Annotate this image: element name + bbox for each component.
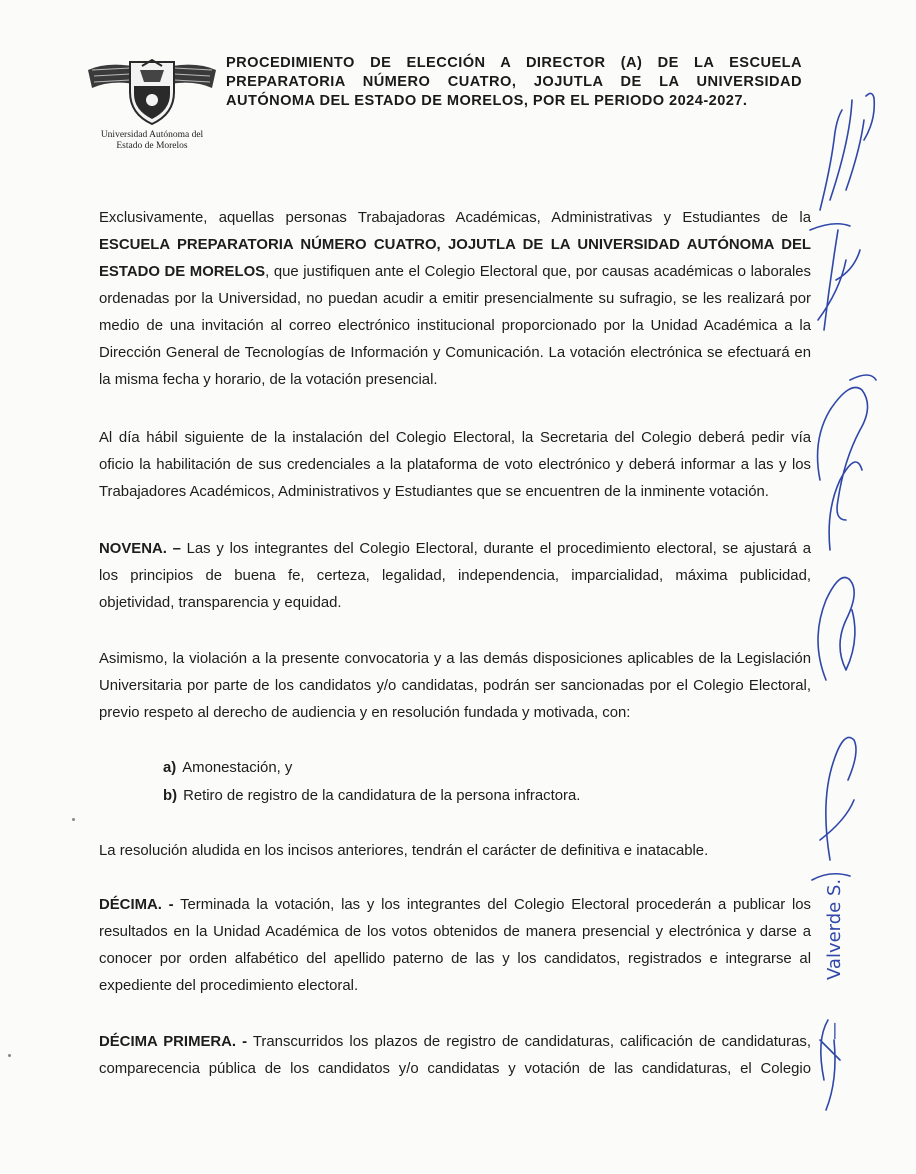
- university-name: [80, 130, 224, 152]
- svg-text:—: —: [824, 1022, 845, 1040]
- paragraph-novena: [99, 536, 811, 617]
- p6-line-4: expediente del procedimiento electoral.: [99, 978, 359, 994]
- university-logo: [86, 56, 218, 126]
- clause-heading-decima-primera: DÉCIMA PRIMERA. -: [99, 1034, 248, 1050]
- signature-valverde: Valverde S.: [824, 878, 845, 980]
- scan-speck: [8, 1054, 11, 1057]
- p4-line-3: previo respeto al derecho de audiencia y en resolución fundada y motivada, con:: [99, 705, 631, 721]
- list-marker-b: b): [163, 788, 178, 804]
- paragraph-credentials: [99, 425, 811, 506]
- p4-line-2: Universitaria por parte de los candidatos y/o candidatas, podrán ser sancionadas por el Colegio Electoral,: [99, 678, 811, 694]
- paragraph-sanctions: [99, 646, 811, 727]
- list-text-a: Amonestación, y: [182, 760, 293, 776]
- list-item-a: [163, 755, 292, 782]
- title-line-3: AUTÓNOMA DEL ESTADO DE MORELOS, POR EL PERIODO 2024-2027.: [226, 93, 748, 109]
- p3-line-3: objetividad, transparencia y equidad.: [99, 595, 342, 611]
- p2-line-2: oficio la habilitación de sus credenciales a la plataforma de voto electrónico y deberá informar a las y los: [99, 457, 811, 473]
- p7-line-1-rest: Transcurridos los plazos de registro de candidaturas, calificación de candidaturas,: [247, 1034, 811, 1050]
- p7-line-2: comparecencia pública de los candidatos y/o candidatas y votación de las candidaturas, el Colegio: [99, 1061, 811, 1077]
- p1-line-4: ordenadas por la Universidad, no puedan acudir a emitir presencialmente su sufragio, se les realizará por: [99, 291, 811, 307]
- p2-line-1: Al día hábil siguiente de la instalación del Colegio Electoral, la Secretaria del Colegio deberá pedir vía: [99, 430, 811, 446]
- list-marker-a: a): [163, 760, 177, 776]
- p1-line-6: Dirección General de Tecnologías de Información y Comunicación. La votación electrónica se efectuará en: [99, 345, 811, 361]
- list-text-b: Retiro de registro de la candidatura de la persona infractora.: [183, 788, 581, 804]
- p6-line-2: resultados en la Unidad Académica de los votos obtenidos de manera presencial y electrónica y darse a: [99, 924, 811, 940]
- university-name-line-1: Universidad Autónoma del: [100, 130, 204, 140]
- p1-line-3-rest: , que justifiquen ante el Colegio Electoral que, por causas académicas o laborales: [265, 264, 812, 280]
- scan-speck: [72, 818, 75, 821]
- list-item-b: [163, 783, 580, 810]
- p7-line-1: [99, 1029, 811, 1056]
- p3-line-2: los principios de buena fe, certeza, legalidad, independencia, imparcialidad, máxima publicidad,: [99, 568, 811, 584]
- p6-line-1-rest: Terminada la votación, las y los integrantes del Colegio Electoral procederán a publicar los: [173, 897, 811, 913]
- title-line-2: PREPARATORIA NÚMERO CUATRO, JOJUTLA DE LA UNIVERSIDAD: [226, 74, 802, 90]
- paragraph-decima: [99, 892, 811, 1000]
- clause-heading-decima: DÉCIMA. -: [99, 897, 174, 913]
- p1-line-7: la misma fecha y horario, de la votación presencial.: [99, 372, 438, 388]
- p1-line-1: Exclusivamente, aquellas personas Trabajadoras Académicas, Administrativas y Estudiantes de la: [99, 210, 811, 226]
- paragraph-resolution: [99, 838, 811, 865]
- p1-line-2: ESCUELA PREPARATORIA NÚMERO CUATRO, JOJUTLA DE LA UNIVERSIDAD AUTÓNOMA DEL: [99, 237, 811, 253]
- p5-line-1: La resolución aludida en los incisos anteriores, tendrán el carácter de definitiva e inatacable.: [99, 843, 709, 859]
- p3-line-1-rest: Las y los integrantes del Colegio Electoral, durante el procedimiento electoral, se ajustará a: [180, 541, 811, 557]
- p6-line-3: conocer por orden alfabético del apellido paterno de las y los candidatos, registrados e integrarse al: [99, 951, 811, 967]
- paragraph-decima-primera: [99, 1029, 811, 1083]
- university-name-line-2: Estado de Morelos: [116, 141, 188, 151]
- p1-line-3: [99, 259, 811, 286]
- p2-line-3: Trabajadores Académicos, Administrativos y Estudiantes que se encuentren de la inminente votación.: [99, 484, 769, 500]
- p4-line-1: Asimismo, la violación a la presente convocatoria y a las demás disposiciones aplicables de la Legislación: [99, 651, 811, 667]
- p6-line-1: [99, 892, 811, 919]
- title-line-1: PROCEDIMIENTO DE ELECCIÓN A DIRECTOR (A) DE LA ESCUELA: [226, 55, 802, 71]
- document-title: [226, 54, 802, 111]
- p3-line-1: [99, 536, 811, 563]
- p1-line-3-bold: ESTADO DE MORELOS: [99, 264, 266, 280]
- paragraph-remote-voting: [99, 205, 811, 394]
- p1-line-5: medio de una invitación al correo electrónico institucional proporcionado por la Unidad Académica a la: [99, 318, 811, 334]
- clause-heading-novena: NOVENA. –: [99, 541, 181, 557]
